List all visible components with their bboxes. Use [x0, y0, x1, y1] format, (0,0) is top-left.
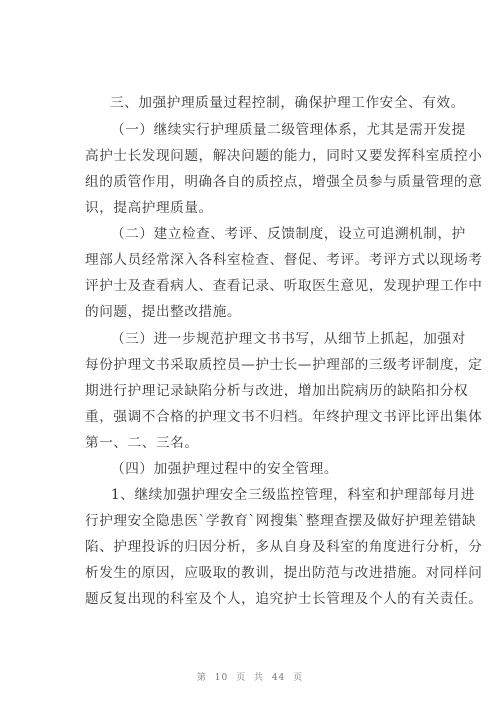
paragraph-line: 识，提高护理质量。: [85, 200, 213, 216]
paragraph-line: 的问题，提出整改措施。: [85, 304, 242, 320]
subsection-heading: （四）加强护理过程中的安全管理。: [111, 461, 339, 477]
paragraph-line: （三）进一步规范护理文书书写，从细节上抓起，加强对: [111, 331, 466, 347]
paragraph-line: 期进行护理记录缺陷分析与改进，增加出院病历的缺陷扣分权: [85, 383, 469, 399]
paragraph-line: 1、继续加强护理安全三级监控管理，科室和护理部每月进: [111, 487, 476, 503]
paragraph-line: 重，强调不合格的护理文书不归档。年终护理文书评比评出集体: [85, 409, 483, 425]
paragraph-line: 第一、二、三名。: [85, 435, 199, 451]
paragraph-line: 组的质管作用，明确各自的质控点，增强全员参与质量管理的意: [85, 174, 483, 190]
paragraph-line: 陷、护理投诉的归因分析，多从自身及科室的角度进行分析，分: [85, 539, 483, 555]
paragraph-line: 每份护理文书采取质控员—护士长—护理部的三级考评制度，定: [85, 357, 483, 373]
paragraph-line: 评护士及查看病人、查看记录、听取医生意见，发现护理工作中: [85, 278, 483, 294]
paragraph-line: （一）继续实行护理质量二级管理体系，尤其是需开发提: [111, 122, 466, 138]
paragraph-line: 理部人员经常深入各科室检查、督促、考评。考评方式以现场考: [85, 252, 483, 268]
paragraph-line: 析发生的原因，应吸取的教训，提出防范与改进措施。对同样问: [85, 565, 483, 581]
page-footer: 第 10 页 共 44 页: [196, 673, 304, 683]
paragraph-line: 高护士长发现问题，解决问题的能力，同时又要发挥科室质控小: [85, 148, 483, 164]
section-heading: 三、加强护理质量过程控制，确保护理工作安全、有效。: [110, 95, 465, 111]
paragraph-line: （二）建立检查、考评、反馈制度，设立可追溯机制，护: [111, 226, 466, 242]
paragraph-line: 行护理安全隐患医`学教育`网搜集`整理查摆及做好护理差错缺: [85, 513, 477, 529]
paragraph-line: 题反复出现的科室及个人，追究护士长管理及个人的有关责任。: [85, 591, 483, 607]
